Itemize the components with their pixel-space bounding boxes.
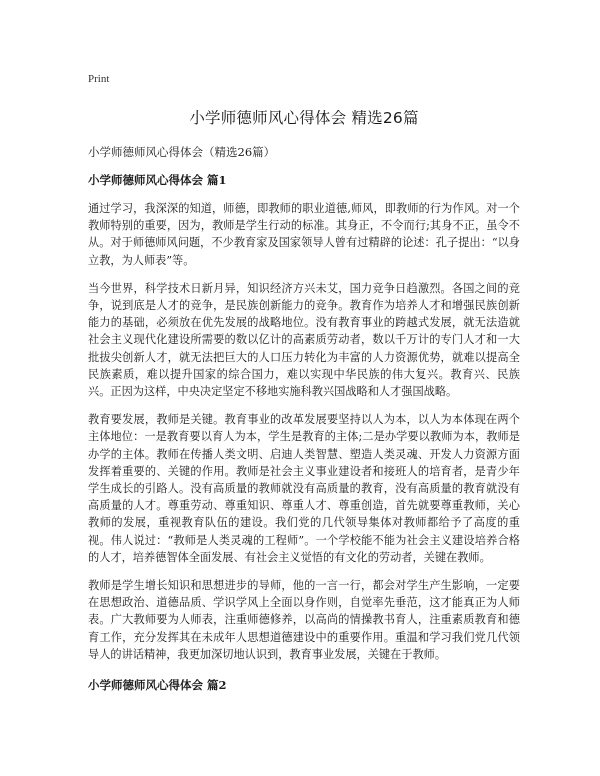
section-heading-1: 小学师德师风心得体会 篇1 [88,173,227,187]
document-subtitle: 小学师德师风心得体会（精选26篇） [88,145,276,159]
paragraph: 教师是学生增长知识和思想进步的导师，他的一言一行，都会对学生产生影响，一定要在思想政治、道德品质、学识学风上全面以身作则，自觉率先垂范，这才能真正为人师表。广大教师要为人师表，注重师德修养，以高尚的情操教书育人，注重素质教育和德育工作，充分发挥其在未成年人思想道德建设中的重要作用。重温和学习我们党几代领导人的讲话精神，我更加深切地认识到，教育事业发展，关键在于教师。 [88,579,520,661]
paragraph: 当今世界，科学技术日新月异，知识经济方兴未艾，国力竞争日趋激烈。各国之间的竞争，说到底是人才的竞争，是民族创新能力的竞争。教育作为培养人才和增强民族创新能力的基础，必须放在优先发展的战略地位。没有教育事业的跨越式发展，就无法造就社会主义现代化建设所需要的数以亿计的高素质劳动者，数以千万计的专门人才和一大批拔尖创新人才，就无法把巨大的人口压力转化为丰富的人力资源优势，就难以提高全民族素质，难以提升国家的综合国力，难以实现中华民族的伟大复兴。教育兴、民族兴。正因为这样，中央决定坚定不移地实施科教兴国战略和人才强国战略。 [88,281,520,399]
section-heading-2: 小学师德师风心得体会 篇2 [88,678,227,693]
paragraph: 教育要发展，教师是关键。教育事业的改革发展要坚持以人为本，以人为本体现在两个主体地位：一是教育要以育人为本，学生是教育的主体;二是办学要以教师为本，教师是办学的主体。教师在传播人类文明、启迪人类智慧、塑造人类灵魂、开发人力资源方面发挥着重要的、关键的作用。教师是社会主义事业建设者和接班人的培育者，是青少年学生成长的引路人。没有高质量的教师就没有高质量的教育，没有高质量的教育就没有高质量的人才。尊重劳动、尊重知识、尊重人才、尊重创造，首先就要尊重教师，关心教师的发展，重视教育队伍的建设。我们党的几代领导集体对教师都给予了高度的重视。伟人说过：“教师是人类灵魂的工程师”。一个学校能不能为社会主义建设培养合格的人才，培养德智体全面发展、有社会主义觉悟的有文化的劳动者，关键在教师。 [88,413,520,564]
document-page [88,72,520,705]
paragraph: 通过学习，我深深的知道，师德，即教师的职业道德,师风，即教师的行为作风。对一个教师特别的重要，因为，教师是学生行动的标准。其身正，不令而行;其身不正，虽令不从。对于师德师风问题，不少教育家及国家领导人曾有过精辟的论述：孔子提出：“以身立教，为人师表”等。 [88,202,520,267]
document-title: 小学师德师风心得体会 精选26篇 [189,109,419,127]
print-link[interactable]: Print [88,73,110,85]
